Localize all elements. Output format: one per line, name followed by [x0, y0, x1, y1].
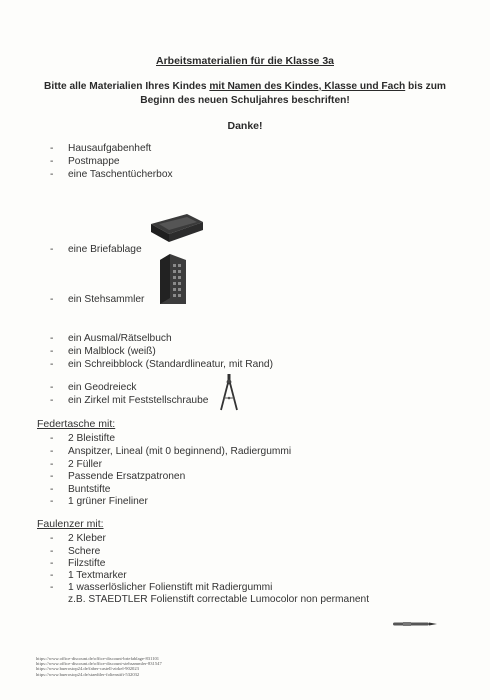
dash: -: [50, 570, 54, 581]
dash: -: [50, 484, 54, 495]
compass-image: [217, 374, 241, 412]
item-label: Schere: [68, 546, 101, 557]
thanks-text: Danke!: [227, 120, 263, 132]
list-item: [50, 495, 148, 508]
source-link: https://www.office-discount.de/office-discount-stehsammler-831547: [36, 661, 162, 667]
dash: -: [50, 533, 54, 544]
item-label: 1 wasserlöslicher Folienstift mit Radiergummi: [68, 582, 273, 593]
dash: -: [50, 558, 54, 569]
item-label: Filzstifte: [68, 558, 106, 569]
list-item: [50, 332, 172, 345]
marker-pen-image: [391, 620, 439, 628]
item-label: 2 Kleber: [68, 533, 106, 544]
source-links: [36, 656, 162, 677]
item-label: 1 grüner Fineliner: [68, 496, 148, 507]
item-label: ein Schreibblock (Standardlineatur, mit Rand): [68, 359, 273, 370]
item-label: 1 Textmarker: [68, 570, 127, 581]
item-label: 2 Bleistifte: [68, 433, 115, 444]
dash: -: [50, 496, 54, 507]
letter-tray-image: [147, 212, 205, 244]
dash: -: [50, 143, 54, 154]
dash: -: [50, 582, 54, 593]
item-label: eine Briefablage: [68, 244, 142, 255]
dash: -: [50, 395, 54, 406]
list-item: [50, 345, 156, 358]
federtasche-heading: Federtasche mit:: [37, 418, 116, 430]
dash: -: [50, 446, 54, 457]
list-item: [50, 432, 115, 445]
list-item: [50, 142, 151, 155]
item-label: 2 Füller: [68, 459, 102, 470]
intro-part-2-underlined: mit Namen des Kindes, Klasse und Fach: [209, 81, 406, 92]
dash: -: [50, 546, 54, 557]
list-item: [50, 358, 273, 371]
dash: -: [50, 382, 54, 393]
item-label: ein Stehsammler: [68, 294, 145, 305]
item-label: Hausaufgabenheft: [68, 143, 152, 154]
item-label: ein Geodreieck: [68, 382, 137, 393]
item-label: Passende Ersatzpatronen: [68, 471, 186, 482]
list-item: [50, 394, 208, 407]
item-label: ein Zirkel mit Feststellschraube: [68, 395, 209, 406]
product-note: z.B. STAEDTLER Folienstift correctable Lumocolor non permanent: [68, 594, 370, 605]
list-item: [50, 155, 120, 168]
list-item: [50, 532, 106, 545]
source-link: https://www.buerostop24.de/staedtler-folienstift-532032: [36, 671, 140, 677]
intro-text: [30, 80, 460, 108]
dash: -: [50, 433, 54, 444]
item-label: Anspitzer, Lineal (mit 0 beginnend), Radiergummi: [68, 446, 292, 457]
dash: -: [50, 459, 54, 470]
list-item: [50, 243, 142, 256]
list-item: [50, 470, 185, 483]
item-label: ein Malblock (weiß): [68, 346, 156, 357]
source-link: https://www.office-discount.de/office-discount-briefablage-831101: [36, 656, 160, 661]
item-label: Postmappe: [68, 156, 120, 167]
item-label: Buntstifte: [68, 484, 111, 495]
list-item: [50, 293, 144, 306]
dash: -: [50, 346, 54, 357]
dash: -: [50, 169, 54, 180]
intro-part-1: Bitte alle Materialien Ihres Kindes: [44, 81, 210, 92]
page-title: Arbeitsmaterialien für die Klasse 3a: [156, 55, 334, 67]
list-item: [50, 168, 173, 181]
dash: -: [50, 244, 54, 255]
dash: -: [50, 471, 54, 482]
item-label: ein Ausmal/Rätselbuch: [68, 333, 172, 344]
intro-part-3: bis zum Beginn des neuen Schuljahres beschriften!: [140, 81, 446, 106]
source-link: https://www.buerostop24.de/faber-castell-zirkel-902023: [36, 666, 139, 672]
dash: -: [50, 333, 54, 344]
list-item: [50, 581, 272, 594]
list-item: [50, 381, 137, 394]
list-item: [50, 445, 291, 458]
dash: -: [50, 156, 54, 167]
magazine-file-image: [156, 252, 190, 306]
dash: -: [50, 294, 54, 305]
dash: -: [50, 359, 54, 370]
faulenzer-heading: Faulenzer mit:: [37, 518, 104, 530]
item-label: eine Taschentücherbox: [68, 169, 173, 180]
